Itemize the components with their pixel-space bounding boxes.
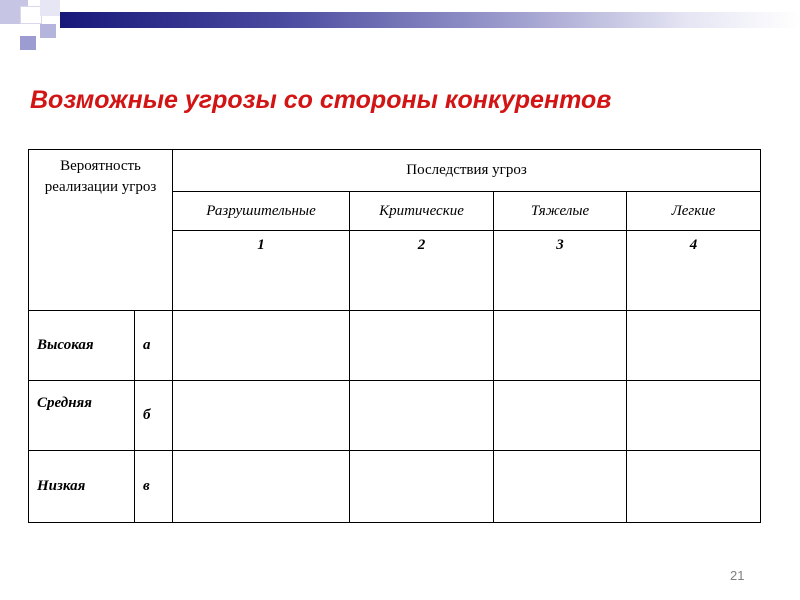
matrix-cell xyxy=(173,311,350,381)
decorative-square xyxy=(20,36,36,50)
matrix-cell xyxy=(494,381,627,451)
consequence-number-cell xyxy=(494,231,627,311)
consequence-number: 2 xyxy=(417,237,426,253)
probability-level-cell xyxy=(29,311,135,381)
table-row xyxy=(29,451,761,523)
probability-code-cell xyxy=(135,381,173,451)
consequence-type-cell xyxy=(627,192,761,231)
consequence-number-cell xyxy=(173,231,350,311)
probability-level-label: Высокая xyxy=(37,337,94,353)
consequence-type-label: Легкие xyxy=(671,202,716,219)
matrix-cell xyxy=(173,381,350,451)
probability-code-label: б xyxy=(143,407,151,423)
matrix-cell xyxy=(494,451,627,523)
probability-level-cell xyxy=(29,451,135,523)
decorative-square xyxy=(20,6,42,24)
matrix-cell xyxy=(350,381,494,451)
slide-title: Возможные угрозы со стороны конкурентов xyxy=(30,86,612,114)
consequence-type-label: Разрушительные xyxy=(206,202,316,219)
matrix-cell xyxy=(494,311,627,381)
probability-header-cell xyxy=(29,150,173,311)
decorative-square xyxy=(40,24,56,38)
matrix-cell xyxy=(350,311,494,381)
matrix-cell xyxy=(627,311,761,381)
header-gradient-band xyxy=(60,12,800,28)
probability-code-cell xyxy=(135,311,173,381)
matrix-cell xyxy=(627,381,761,451)
probability-level-label: Средняя xyxy=(37,395,93,411)
matrix-cell xyxy=(350,451,494,523)
consequence-type-cell xyxy=(173,192,350,231)
page-number: 21 xyxy=(730,568,745,583)
probability-code-label: в xyxy=(143,478,150,494)
consequence-type-label: Тяжелые xyxy=(530,202,590,219)
consequence-number: 4 xyxy=(689,237,698,253)
consequence-number: 3 xyxy=(556,237,564,253)
threat-matrix-table xyxy=(28,149,761,523)
consequence-type-cell xyxy=(494,192,627,231)
decorative-square xyxy=(40,0,60,16)
consequences-header: Последствия угроз xyxy=(406,162,527,178)
table-row xyxy=(29,381,761,451)
consequence-type-label: Критические xyxy=(379,202,464,219)
probability-header: Вероятность реализации угроз xyxy=(44,158,157,195)
consequence-type-cell xyxy=(350,192,494,231)
probability-level-cell xyxy=(29,381,135,451)
probability-code-cell xyxy=(135,451,173,523)
probability-level-label: Низкая xyxy=(37,478,86,494)
matrix-cell xyxy=(627,451,761,523)
consequences-header-cell xyxy=(173,150,761,192)
matrix-cell xyxy=(173,451,350,523)
consequence-number-cell xyxy=(350,231,494,311)
probability-code-label: а xyxy=(143,337,151,353)
consequence-number-cell xyxy=(627,231,761,311)
consequence-number: 1 xyxy=(257,237,265,253)
table-row xyxy=(29,311,761,381)
